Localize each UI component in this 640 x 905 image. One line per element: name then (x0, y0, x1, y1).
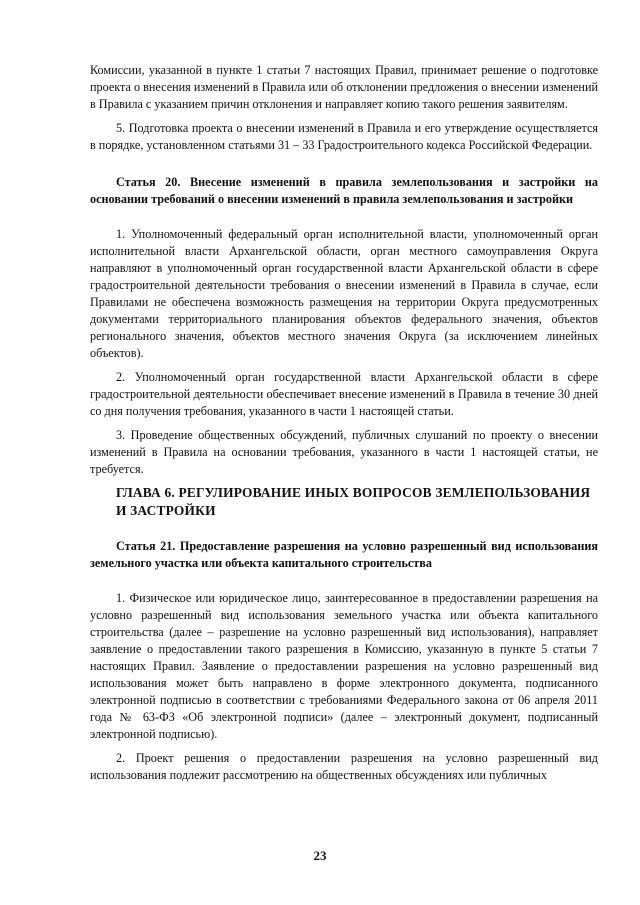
article-21-paragraph-1: 1. Физическое или юридическое лицо, заинтересованное в предоставлении разрешения на условно разрешенный вид использования земельного участка или объекта капитального строительства (далее – разрешение на условно разрешенный вид использования), направляет заявление о предоставлении такого разрешения в Комиссию, указанную в пункте 5 статьи 7 настоящих Правил. Заявление о предоставлении разрешения на условно разрешенный вид использования может быть направлено в форме электронного документа, подписанного электронной подписью в соответствии с требованиями Федерального закона от 06 апреля 2011 года № 63-ФЗ «Об электронной подписи» (далее – электронный документ, подписанный электронной подписью). (90, 591, 598, 741)
article-20-heading: Статья 20. Внесение изменений в правила землепользования и застройки на основании требований о внесении изменений в правила землепользования и застройки (90, 175, 598, 206)
article-21-heading: Статья 21. Предоставление разрешения на условно разрешенный вид использования земельного участка или объекта капитального строительства (90, 539, 598, 570)
article-20-paragraph-1: 1. Уполномоченный федеральный орган исполнительной власти, уполномоченный орган исполнительной власти Архангельской области, орган местного самоуправления Округа направляют в уполномоченный орган государственной власти Архангельской области в сфере градостроительной деятельности требования о внесении изменений в Правила в случае, если Правилами не обеспечена возможность размещения на территории Округа предусмотренных документами территориального планирования объектов федерального значения, объектов регионального значения, объектов местного значения Округа (за исключением линейных объектов). (90, 227, 598, 360)
article-20-paragraph-3: 3. Проведение общественных обсуждений, публичных слушаний по проекту о внесении изменений в Правила на основании требования, указанного в части 1 настоящей статьи, не требуется. (90, 428, 598, 476)
chapter-6-heading: ГЛАВА 6. РЕГУЛИРОВАНИЕ ИНЫХ ВОПРОСОВ ЗЕМЛЕПОЛЬЗОВАНИЯ И ЗАСТРОЙКИ (116, 485, 591, 518)
page-number: 23 (313, 848, 327, 863)
paragraph-item-5: 5. Подготовка проекта о внесении изменений в Правила и его утверждение осуществляется в порядке, установленном статьями 31 – 33 Градостроительного кодекса Российской Федерации. (90, 121, 598, 152)
article-20-paragraph-2: 2. Уполномоченный орган государственной власти Архангельской области в сфере градостроительной деятельности обеспечивает внесение изменений в Правила в течение 30 дней со дня получения требования, указанного в части 1 настоящей статьи. (90, 370, 598, 418)
document-page (90, 62, 598, 784)
paragraph-continuation: Комиссии, указанной в пункте 1 статьи 7 настоящих Правил, принимает решение о подготовке проекта о внесения изменений в Правила или об отклонении предложения о внесении изменений в Правила с указанием причин отклонения и направляет копию такого решения заявителям. (90, 63, 598, 111)
article-21-paragraph-2: 2. Проект решения о предоставлении разрешения на условно разрешенный вид использования подлежит рассмотрению на общественных обсуждениях или публичных (90, 751, 598, 782)
